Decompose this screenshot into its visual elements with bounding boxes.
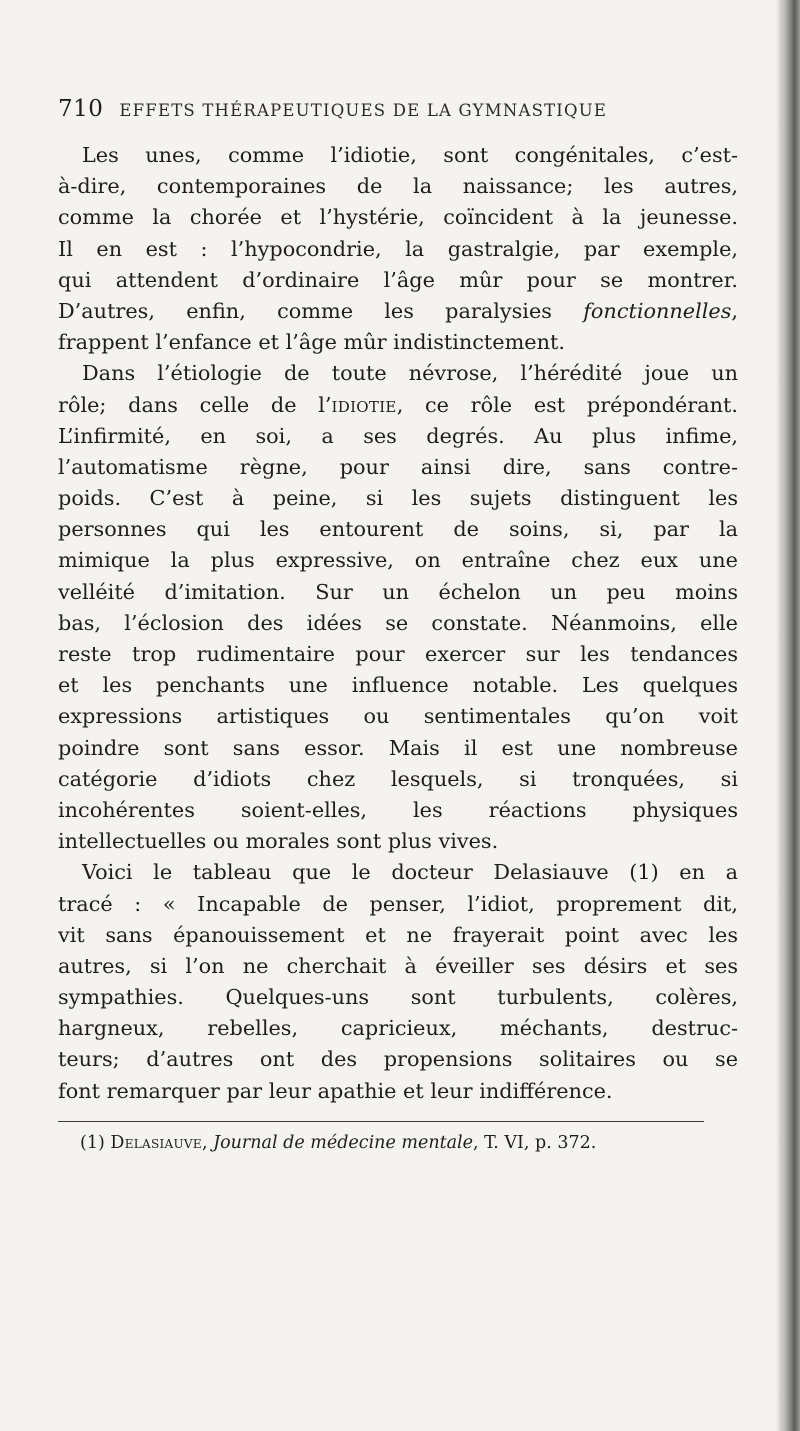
paragraph-2: [58, 358, 738, 857]
page-number: 710: [58, 96, 104, 122]
running-head: [58, 96, 738, 132]
text-line: expressions artistiques ou sentimentales qu’on voit: [58, 704, 738, 729]
text-line: comme la chorée et l’hystérie, coïncident à la jeunesse.: [58, 205, 738, 230]
text-line: font remarquer par leur apathie et leur indifférence.: [58, 1078, 613, 1103]
text-line: l’automatisme règne, pour ainsi dire, sans contre-: [58, 454, 738, 479]
text-line: L’infirmité, en soi, a ses degrés. Au plus infime,: [58, 423, 738, 448]
footnote-separator: ,: [201, 1132, 214, 1153]
text-fragment: rôle; dans celle de l’: [58, 392, 332, 417]
text-fragment: , ce rôle est prépondérant.: [396, 392, 738, 417]
text-fragment: D’autres, enfin, comme les paralysies: [58, 298, 584, 323]
text-line: Les unes, comme l’idiotie, sont congénitales, c’est-: [82, 143, 738, 167]
text-fragment: ,: [731, 298, 738, 323]
text-line: Voici le tableau que le docteur Delasiauve (1) en a: [82, 860, 738, 885]
text-line: reste trop rudimentaire pour exercer sur les tendances: [58, 642, 738, 666]
footnote-marker: (1): [80, 1132, 111, 1153]
text-line: hargneux, rebelles, capricieux, méchants, destruc-: [58, 1016, 738, 1041]
footnote-details: , T. VI, p. 372.: [473, 1132, 597, 1153]
running-head-title: EFFETS THÉRAPEUTIQUES DE LA GYMNASTIQUE: [119, 101, 608, 120]
footnote-divider: [58, 1121, 704, 1122]
paragraph-1: [58, 140, 738, 358]
text-line: intellectuelles ou morales sont plus vives.: [58, 829, 499, 854]
text-line: vit sans épanouissement et ne frayerait point avec les: [58, 922, 738, 947]
text-line: Dans l’étiologie de toute névrose, l’hérédité joue un: [82, 361, 738, 386]
text-line: sympathies. Quelques-uns sont turbulents, colères,: [58, 985, 738, 1010]
text-line: poindre sont sans essor. Mais il est une nombreuse: [58, 735, 738, 760]
text-line: qui attendent d’ordinaire l’âge mûr pour se montrer.: [58, 267, 738, 292]
text-line: tracé : « Incapable de penser, l’idiot, proprement dit,: [58, 891, 738, 916]
text-line: et les penchants une influence notable. Les quelques: [58, 673, 738, 698]
smallcaps-word: idiotie: [331, 392, 397, 417]
text-line: bas, l’éclosion des idées se constate. Néanmoins, elle: [58, 610, 738, 635]
text-line: teurs; d’autres ont des propensions solitaires ou se: [58, 1047, 738, 1072]
text-line-with-smallcaps: [58, 390, 738, 421]
italic-word: fonctionnelles: [583, 298, 732, 323]
text-line: personnes qui les entourent de soins, si, par la: [58, 517, 738, 542]
text-line: mimique la plus expressive, on entraîne chez eux une: [58, 548, 738, 573]
book-page-edge: [782, 0, 800, 1431]
paragraph-3: [58, 857, 738, 1107]
text-line: velléité d’imitation. Sur un échelon un peu moins: [58, 579, 738, 604]
text-line-with-italic: [58, 296, 738, 327]
text-line: autres, si l’on ne cherchait à éveiller ses désirs et ses: [58, 953, 738, 978]
text-line: Il en est : l’hypocondrie, la gastralgie, par exemple,: [58, 236, 738, 261]
text-line: incohérentes soient-elles, les réactions physiques: [58, 797, 738, 822]
footnote: [58, 1130, 738, 1156]
footnote-journal: Journal de médecine mentale: [213, 1132, 474, 1153]
text-line: catégorie d’idiots chez lesquels, si tronquées, si: [58, 766, 738, 791]
text-line: poids. C’est à peine, si les sujets distinguent les: [58, 486, 738, 511]
footnote-author: Delasiauve: [110, 1132, 202, 1153]
text-line: à-dire, contemporaines de la naissance; les autres,: [58, 174, 738, 199]
text-line: frappent l’enfance et l’âge mûr indistinctement.: [58, 330, 565, 355]
body-text: [58, 140, 738, 1107]
book-page: [58, 96, 738, 1156]
